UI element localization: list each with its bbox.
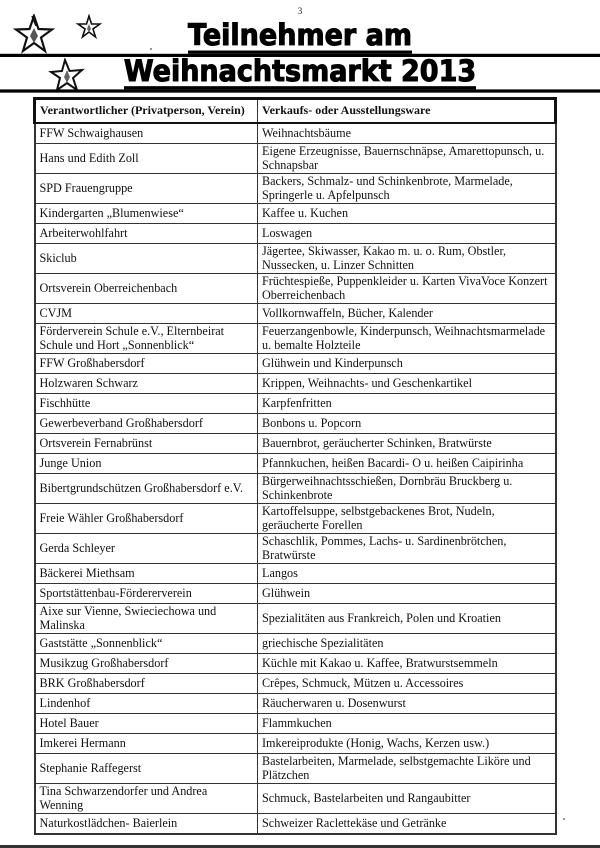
table-row bbox=[35, 584, 556, 604]
cell-responsible: BRK Großhabersdorf bbox=[35, 674, 258, 694]
cell-responsible: Förderverein Schule e.V., Elternbeirat Schule und Hort „Sonnenblick“ bbox=[35, 324, 258, 354]
table-row bbox=[35, 504, 556, 534]
cell-goods: Krippen, Weihnachts- und Geschenkartikel bbox=[258, 374, 556, 394]
cell-goods: Imkereiprodukte (Honig, Wachs, Kerzen usw.) bbox=[258, 734, 556, 754]
table-row bbox=[35, 474, 556, 504]
table-row bbox=[35, 564, 556, 584]
cell-responsible: Gerda Schleyer bbox=[35, 534, 258, 564]
cell-goods: Kaffee u. Kuchen bbox=[258, 204, 556, 224]
table-row bbox=[35, 174, 556, 204]
cell-responsible: Tina Schwarzendorfer und Andrea Wenning bbox=[35, 784, 258, 814]
table-row bbox=[35, 434, 556, 454]
table-row bbox=[35, 634, 556, 654]
cell-goods: Glühwein bbox=[258, 584, 556, 604]
cell-goods: Jägertee, Skiwasser, Kakao m. u. o. Rum, Obstler, Nussecken, u. Linzer Schnitten bbox=[258, 244, 556, 274]
cell-goods: Loswagen bbox=[258, 224, 556, 244]
scan-speck bbox=[563, 818, 565, 820]
cell-goods: Bauernbrot, geräucherter Schinken, Bratwürste bbox=[258, 434, 556, 454]
table-row bbox=[35, 204, 556, 224]
cell-goods: Crêpes, Schmuck, Mützen u. Accessoires bbox=[258, 674, 556, 694]
cell-goods: Schweizer Raclettekäse und Getränke bbox=[258, 814, 556, 835]
cell-goods: Kartoffelsuppe, selbstgebackenes Brot, Nudeln, geräucherte Forellen bbox=[258, 504, 556, 534]
title-line-1: Teilnehmer am bbox=[188, 19, 412, 53]
table-row bbox=[35, 814, 556, 835]
cell-goods: Langos bbox=[258, 564, 556, 584]
title-line-2: Weihnachtsmarkt 2013 bbox=[123, 54, 477, 89]
cell-responsible: Gewerbeverband Großhabersdorf bbox=[35, 414, 258, 434]
table-row bbox=[35, 324, 556, 354]
cell-goods: Spezialitäten aus Frankreich, Polen und Kroatien bbox=[258, 604, 556, 634]
column-header-goods: Verkaufs- oder Ausstellungsware bbox=[258, 99, 556, 124]
cell-goods: Räucherwaren u. Dosenwurst bbox=[258, 694, 556, 714]
cell-responsible: Fischhütte bbox=[35, 394, 258, 414]
cell-responsible: Freie Wähler Großhabersdorf bbox=[35, 504, 258, 534]
cell-goods: Backers, Schmalz- und Schinkenbrote, Marmelade, Springerle u. Apfelpunsch bbox=[258, 174, 556, 204]
cell-responsible: Imkerei Hermann bbox=[35, 734, 258, 754]
cell-responsible: FFW Großhabersdorf bbox=[35, 354, 258, 374]
cell-goods: Bonbons u. Popcorn bbox=[258, 414, 556, 434]
cell-goods: Vollkornwaffeln, Bücher, Kalender bbox=[258, 304, 556, 324]
table-row bbox=[35, 224, 556, 244]
table-row bbox=[35, 144, 556, 174]
column-header-responsible: Verantwortlicher (Privatperson, Verein) bbox=[35, 99, 258, 124]
table-row bbox=[35, 694, 556, 714]
cell-goods: Bastelarbeiten, Marmelade, selbstgemachte Liköre und Plätzchen bbox=[258, 754, 556, 784]
table-row bbox=[35, 304, 556, 324]
table-row bbox=[35, 414, 556, 434]
cell-responsible: CVJM bbox=[35, 304, 258, 324]
scan-speck bbox=[150, 48, 152, 50]
table-row bbox=[35, 374, 556, 394]
cell-responsible: Gaststätte „Sonnenblick“ bbox=[35, 634, 258, 654]
table-row bbox=[35, 754, 556, 784]
cell-responsible: Sportstättenbau-Fördererverein bbox=[35, 584, 258, 604]
cell-responsible: Ortsverein Oberreichenbach bbox=[35, 274, 258, 304]
table-row bbox=[35, 244, 556, 274]
table-header-row bbox=[35, 99, 556, 124]
cell-goods: Glühwein und Kinderpunsch bbox=[258, 354, 556, 374]
cell-responsible: FFW Schwaighausen bbox=[35, 123, 258, 144]
cell-goods: Küchle mit Kakao u. Kaffee, Bratwurstsemmeln bbox=[258, 654, 556, 674]
table-row bbox=[35, 674, 556, 694]
cell-goods: Feuerzangenbowle, Kinderpunsch, Weihnachtsmarmelade u. bemalte Holzteile bbox=[258, 324, 556, 354]
table-row bbox=[35, 394, 556, 414]
cell-responsible: Musikzug Großhabersdorf bbox=[35, 654, 258, 674]
cell-responsible: Stephanie Raffegerst bbox=[35, 754, 258, 784]
cell-responsible: Skiclub bbox=[35, 244, 258, 274]
cell-responsible: Aixe sur Vienne, Swieciechowa und Malinska bbox=[35, 604, 258, 634]
cell-goods: Flammkuchen bbox=[258, 714, 556, 734]
table-row bbox=[35, 534, 556, 564]
table-row bbox=[35, 784, 556, 814]
table-row bbox=[35, 654, 556, 674]
cell-responsible: Naturkostlädchen- Baierlein bbox=[35, 814, 258, 835]
cell-goods: Schmuck, Bastelarbeiten und Rangaubitter bbox=[258, 784, 556, 814]
table-row bbox=[35, 123, 556, 144]
table-row bbox=[35, 454, 556, 474]
cell-goods: griechische Spezialitäten bbox=[258, 634, 556, 654]
participants-table bbox=[33, 97, 557, 835]
cell-responsible: SPD Frauengruppe bbox=[35, 174, 258, 204]
cell-goods: Früchtespieße, Puppenkleider u. Karten VivaVoce Konzert Oberreichenbach bbox=[258, 274, 556, 304]
cell-goods: Karpfenfritten bbox=[258, 394, 556, 414]
table-row bbox=[35, 274, 556, 304]
cell-goods: Schaschlik, Pommes, Lachs- u. Sardinenbrötchen, Bratwürste bbox=[258, 534, 556, 564]
cell-goods: Pfannkuchen, heißen Bacardi- O u. heißen Caipirinha bbox=[258, 454, 556, 474]
cell-responsible: Kindergarten „Blumenwiese“ bbox=[35, 204, 258, 224]
cell-responsible: Lindenhof bbox=[35, 694, 258, 714]
cell-responsible: Junge Union bbox=[35, 454, 258, 474]
table-row bbox=[35, 354, 556, 374]
table-row bbox=[35, 714, 556, 734]
cell-responsible: Bäckerei Miethsam bbox=[35, 564, 258, 584]
cell-responsible: Hotel Bauer bbox=[35, 714, 258, 734]
cell-responsible: Holzwaren Schwarz bbox=[35, 374, 258, 394]
cell-goods: Weihnachtsbäume bbox=[258, 123, 556, 144]
cell-responsible: Arbeiterwohlfahrt bbox=[35, 224, 258, 244]
cell-goods: Bürgerweihnachtsschießen, Dornbräu Bruckberg u. Schinkenbrote bbox=[258, 474, 556, 504]
cell-goods: Eigene Erzeugnisse, Bauernschnäpse, Amarettopunsch, u. Schnapsbar bbox=[258, 144, 556, 174]
cell-responsible: Hans und Edith Zoll bbox=[35, 144, 258, 174]
cell-responsible: Ortsverein Fernabrünst bbox=[35, 434, 258, 454]
page-title bbox=[0, 21, 600, 92]
cell-responsible: Bibertgrundschützen Großhabersdorf e.V. bbox=[35, 474, 258, 504]
table-row bbox=[35, 734, 556, 754]
page-number: 3 bbox=[297, 6, 303, 16]
table-row bbox=[35, 604, 556, 634]
